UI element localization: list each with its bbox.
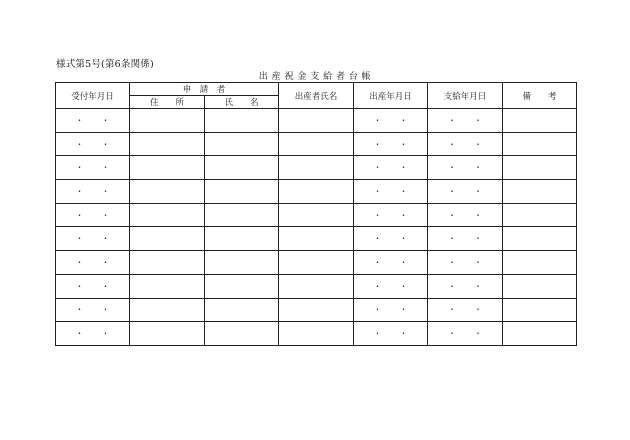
- date-separator: ・: [75, 234, 84, 244]
- date-separator: ・: [373, 186, 382, 196]
- payment-date-cell[interactable]: [428, 274, 503, 298]
- table-row: [56, 251, 577, 275]
- date-separator: ・: [474, 329, 483, 339]
- payment-date-cell[interactable]: [428, 227, 503, 251]
- date-separator: ・: [474, 139, 483, 149]
- date-separator: ・: [75, 210, 84, 220]
- header-address: 住 所: [130, 96, 205, 109]
- header-birth-name: 出産者氏名: [279, 83, 354, 109]
- date-separator: ・: [399, 115, 408, 125]
- date-separator: ・: [474, 186, 483, 196]
- address-cell[interactable]: [130, 322, 205, 346]
- received-date-cell[interactable]: [56, 132, 130, 156]
- date-separator: ・: [448, 163, 457, 173]
- remarks-cell[interactable]: [503, 156, 577, 180]
- table-row: [56, 156, 577, 180]
- date-separator: ・: [399, 257, 408, 267]
- date-separator: ・: [101, 305, 110, 315]
- date-separator: ・: [399, 329, 408, 339]
- payment-date-cell[interactable]: [428, 156, 503, 180]
- date-separator: ・: [101, 257, 110, 267]
- date-separator: ・: [75, 281, 84, 291]
- birth-name-cell[interactable]: [279, 251, 354, 275]
- date-separator: ・: [399, 281, 408, 291]
- date-separator: ・: [373, 257, 382, 267]
- payment-date-cell[interactable]: [428, 109, 503, 133]
- ledger-table: [55, 82, 577, 346]
- name-cell[interactable]: [205, 227, 279, 251]
- address-cell[interactable]: [130, 109, 205, 133]
- address-cell[interactable]: [130, 274, 205, 298]
- birth-name-cell[interactable]: [279, 274, 354, 298]
- birth-date-cell[interactable]: [354, 322, 428, 346]
- date-separator: ・: [101, 329, 110, 339]
- address-cell[interactable]: [130, 227, 205, 251]
- name-cell[interactable]: [205, 132, 279, 156]
- birth-date-cell[interactable]: [354, 156, 428, 180]
- date-separator: ・: [448, 186, 457, 196]
- date-separator: ・: [448, 210, 457, 220]
- date-separator: ・: [474, 163, 483, 173]
- table-row: [56, 109, 577, 133]
- address-cell[interactable]: [130, 180, 205, 204]
- birth-date-cell[interactable]: [354, 109, 428, 133]
- date-separator: ・: [399, 186, 408, 196]
- date-separator: ・: [101, 139, 110, 149]
- date-separator: ・: [75, 257, 84, 267]
- received-date-cell[interactable]: [56, 298, 130, 322]
- birth-name-cell[interactable]: [279, 109, 354, 133]
- document-title: 出 産 祝 金 支 給 者 台 帳: [258, 72, 372, 82]
- received-date-cell[interactable]: [56, 203, 130, 227]
- received-date-cell[interactable]: [56, 156, 130, 180]
- remarks-cell[interactable]: [503, 274, 577, 298]
- birth-name-cell[interactable]: [279, 227, 354, 251]
- table-row: [56, 180, 577, 204]
- remarks-cell[interactable]: [503, 109, 577, 133]
- name-cell[interactable]: [205, 109, 279, 133]
- payment-date-cell[interactable]: [428, 298, 503, 322]
- received-date-cell[interactable]: [56, 274, 130, 298]
- birth-name-cell[interactable]: [279, 180, 354, 204]
- date-separator: ・: [448, 329, 457, 339]
- name-cell[interactable]: [205, 203, 279, 227]
- date-separator: ・: [474, 305, 483, 315]
- date-separator: ・: [448, 234, 457, 244]
- date-separator: ・: [75, 115, 84, 125]
- address-cell[interactable]: [130, 298, 205, 322]
- header-payment-date: 支給年月日: [428, 83, 503, 109]
- header-remarks: 備 考: [503, 83, 577, 109]
- date-separator: ・: [448, 305, 457, 315]
- birth-date-cell[interactable]: [354, 132, 428, 156]
- name-cell[interactable]: [205, 180, 279, 204]
- date-separator: ・: [399, 139, 408, 149]
- birth-date-cell[interactable]: [354, 274, 428, 298]
- payment-date-cell[interactable]: [428, 132, 503, 156]
- ledger-body: [56, 109, 577, 346]
- payment-date-cell[interactable]: [428, 180, 503, 204]
- header-received-date: 受付年月日: [56, 83, 130, 109]
- header-birth-date: 出産年月日: [354, 83, 428, 109]
- date-separator: ・: [373, 329, 382, 339]
- date-separator: ・: [399, 305, 408, 315]
- birth-date-cell[interactable]: [354, 180, 428, 204]
- date-separator: ・: [373, 281, 382, 291]
- address-cell[interactable]: [130, 251, 205, 275]
- name-cell[interactable]: [205, 298, 279, 322]
- date-separator: ・: [75, 139, 84, 149]
- table-row: [56, 322, 577, 346]
- remarks-cell[interactable]: [503, 227, 577, 251]
- date-separator: ・: [373, 163, 382, 173]
- header-applicant: 申 請 者: [130, 83, 279, 96]
- date-separator: ・: [474, 257, 483, 267]
- date-separator: ・: [448, 139, 457, 149]
- date-separator: ・: [101, 186, 110, 196]
- date-separator: ・: [474, 234, 483, 244]
- date-separator: ・: [448, 115, 457, 125]
- date-separator: ・: [474, 281, 483, 291]
- date-separator: ・: [373, 210, 382, 220]
- form-number: 様式第5号(第6条関係): [56, 59, 154, 70]
- name-cell[interactable]: [205, 156, 279, 180]
- birth-name-cell[interactable]: [279, 156, 354, 180]
- remarks-cell[interactable]: [503, 322, 577, 346]
- date-separator: ・: [101, 163, 110, 173]
- date-separator: ・: [373, 115, 382, 125]
- received-date-cell[interactable]: [56, 180, 130, 204]
- remarks-cell[interactable]: [503, 251, 577, 275]
- date-separator: ・: [75, 329, 84, 339]
- date-separator: ・: [373, 305, 382, 315]
- table-row: [56, 132, 577, 156]
- birth-name-cell[interactable]: [279, 322, 354, 346]
- address-cell[interactable]: [130, 132, 205, 156]
- birth-date-cell[interactable]: [354, 227, 428, 251]
- date-separator: ・: [101, 281, 110, 291]
- remarks-cell[interactable]: [503, 203, 577, 227]
- date-separator: ・: [399, 163, 408, 173]
- date-separator: ・: [75, 305, 84, 315]
- birth-date-cell[interactable]: [354, 298, 428, 322]
- table-row: [56, 203, 577, 227]
- date-separator: ・: [399, 210, 408, 220]
- date-separator: ・: [101, 210, 110, 220]
- table-row: [56, 274, 577, 298]
- received-date-cell[interactable]: [56, 227, 130, 251]
- birth-name-cell[interactable]: [279, 203, 354, 227]
- remarks-cell[interactable]: [503, 298, 577, 322]
- date-separator: ・: [101, 115, 110, 125]
- name-cell[interactable]: [205, 274, 279, 298]
- address-cell[interactable]: [130, 156, 205, 180]
- header-name: 氏 名: [205, 96, 279, 109]
- date-separator: ・: [101, 234, 110, 244]
- address-cell[interactable]: [130, 203, 205, 227]
- birth-date-cell[interactable]: [354, 251, 428, 275]
- date-separator: ・: [474, 115, 483, 125]
- received-date-cell[interactable]: [56, 109, 130, 133]
- date-separator: ・: [75, 186, 84, 196]
- date-separator: ・: [75, 163, 84, 173]
- table-row: [56, 298, 577, 322]
- birth-name-cell[interactable]: [279, 298, 354, 322]
- date-separator: ・: [373, 139, 382, 149]
- received-date-cell[interactable]: [56, 251, 130, 275]
- birth-date-cell[interactable]: [354, 203, 428, 227]
- date-separator: ・: [399, 234, 408, 244]
- remarks-cell[interactable]: [503, 132, 577, 156]
- payment-date-cell[interactable]: [428, 251, 503, 275]
- date-separator: ・: [373, 234, 382, 244]
- remarks-cell[interactable]: [503, 180, 577, 204]
- date-separator: ・: [448, 257, 457, 267]
- birth-name-cell[interactable]: [279, 132, 354, 156]
- name-cell[interactable]: [205, 322, 279, 346]
- name-cell[interactable]: [205, 251, 279, 275]
- payment-date-cell[interactable]: [428, 203, 503, 227]
- received-date-cell[interactable]: [56, 322, 130, 346]
- payment-date-cell[interactable]: [428, 322, 503, 346]
- table-row: [56, 227, 577, 251]
- date-separator: ・: [448, 281, 457, 291]
- date-separator: ・: [474, 210, 483, 220]
